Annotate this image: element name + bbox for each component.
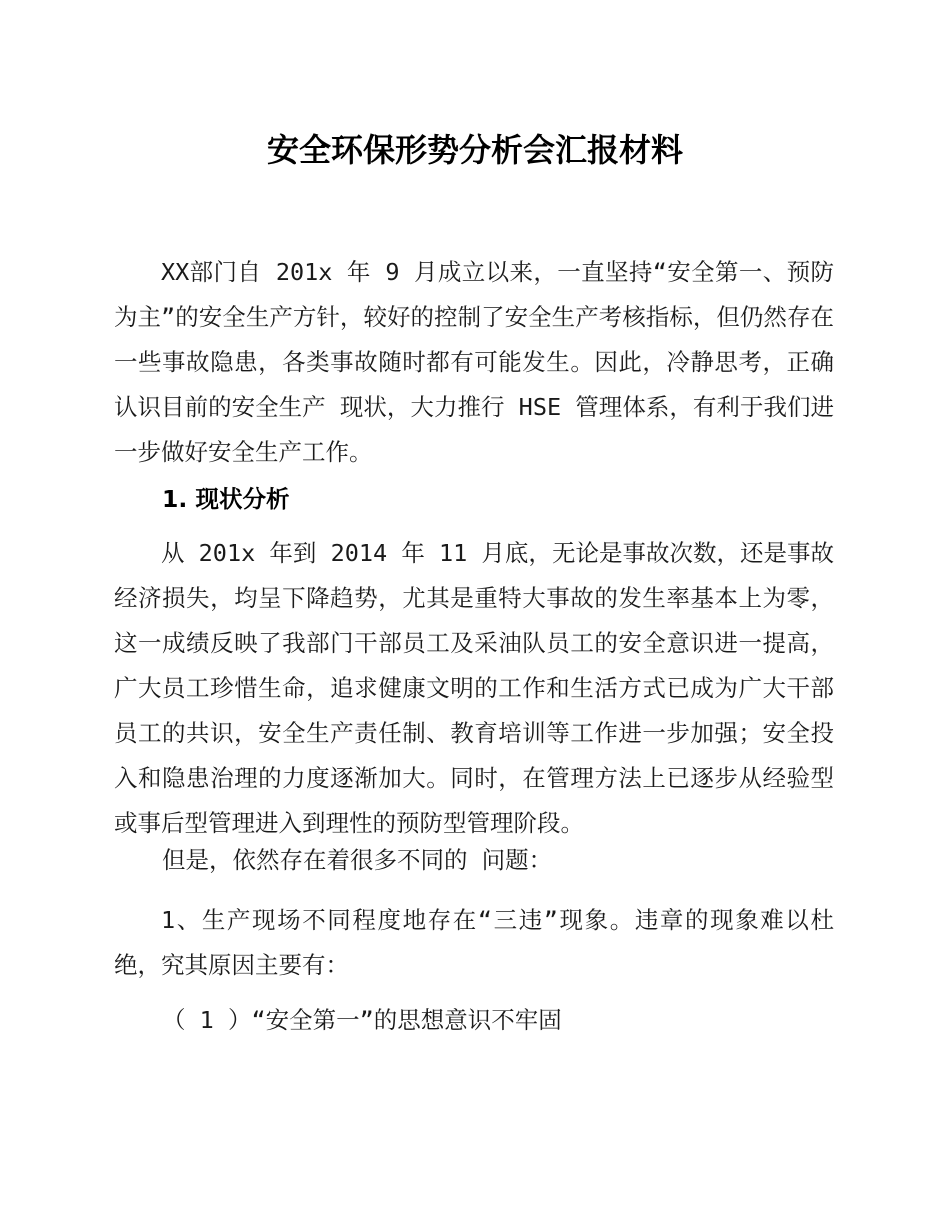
section-heading-status-analysis: 1. 现状分析	[162, 485, 290, 513]
status-analysis-paragraph: 从 201x 年到 2014 年 11 月底，无论是事故次数，还是事故经济损失，均呈下降趋势，尤其是重特大事故的发生率基本上为零，这一成绩反映了我部门干部员工及采油队员工的安全意识进一提高，广大员工珍惜生命，追求健康文明的工作和生活方式已成为广大干部员工的共识，安全生产责任制、教育培训等工作进一步加强；安全投入和隐患治理的力度逐渐加大。同时，在管理方法上已逐步从经验型或事后型管理进入到理性的预防型管理阶段。	[114, 539, 834, 837]
problem-1-paragraph: 1、生产现场不同程度地存在“三违”现象。违章的现象难以杜绝，究其原因主要有：	[114, 906, 834, 979]
document-title: 安全环保形势分析会汇报材料	[266, 131, 683, 169]
problem-1-subitem-1: （ 1 ）“安全第一”的思想意识不牢固	[162, 1006, 562, 1034]
intro-paragraph: XX部门自 201x 年 9 月成立以来，一直坚持“安全第一、预防为主”的安全生产方针，较好的控制了安全生产考核指标，但仍然存在一些事故隐患，各类事故随时都有可能发生。因此，冷静思考，正确认识目前的安全生产 现状，大力推行 HSE 管理体系，有利于我们进一步做好安全生产工作。	[114, 258, 834, 466]
problems-intro-paragraph: 但是，依然存在着很多不同的 问题：	[162, 846, 553, 874]
